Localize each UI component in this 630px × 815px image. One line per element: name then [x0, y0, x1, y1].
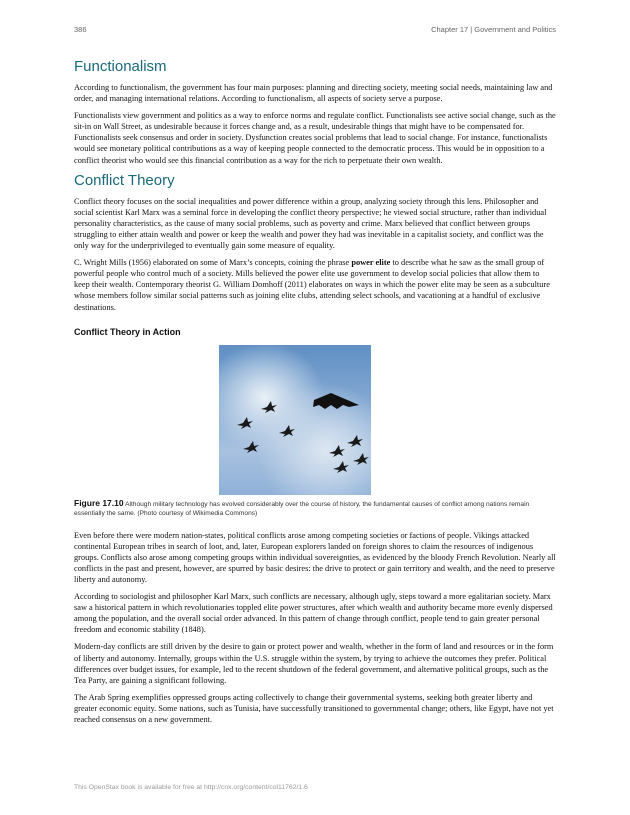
text-run: to describe what he saw as the small group of powerful people who control much of a society. Mills believed the power elite use government to develop social policies that allow them to keep their wealth. Contemporary theorist G. William Domhoff (2011) elaborates on ways in which the power elite may be seen as a subculture whose members follow similar social patterns such as joining elite clubs, attending select schools, and vacationing at a handful of exclusive destinations.	[74, 258, 550, 312]
subheading: Conflict Theory in Action	[74, 326, 181, 337]
section-title-functionalism: Functionalism	[74, 58, 167, 75]
paragraph-power-elite	[74, 257, 556, 312]
bomber-silhouette	[313, 393, 359, 409]
term-power-elite: power elite	[351, 258, 391, 268]
paragraph: According to sociologist and philosopher Karl Marx, such conflicts are necessary, although ugly, steps toward a more egalitarian society. Marx saw a historical pattern in which revolutionaries toppled elite power structures, after which wealth and authority became more evenly dispersed among the population, and the overall social order advanced. In this pattern of change through conflict, people tend to gain greater personal freedom and economic stability (1848).	[74, 592, 553, 635]
paragraph: Modern-day conflicts are still driven by the desire to gain or protect power and wealth, whether in the form of land and resources or in the form of liberty and autonomy. Internally, groups within the U.S. struggle within the system, by trying to achieve the outcomes they prefer. Political differences over budget issues, for example, led to the recent shutdown of the federal government, and alternative political groups, such as the Tea Party, are gaining a significant following.	[74, 642, 554, 685]
footer-link[interactable]: This OpenStax book is available for free at http://cnx.org/content/col11762/1.6	[74, 784, 308, 791]
military-aircraft-photo	[219, 345, 371, 495]
text-run: C. Wright Mills (1956) elaborated on some of Marx’s concepts, coining the phrase	[74, 258, 352, 268]
section-title-conflict-theory: Conflict Theory	[74, 171, 175, 189]
fighter-jets	[237, 401, 369, 473]
figure	[74, 345, 556, 518]
figure-caption-text: Although military technology has evolved considerably over the course of history, the fundamental causes of conflict among nations remain essentially the same. (Photo courtesy of Wikimedia Commons)	[74, 500, 530, 517]
main-content	[74, 58, 556, 731]
paragraph: Functionalists view government and politics as a way to enforce norms and regulate conflict. Functionalists see active social change, such as the sit-in on Wall Street, as undesirable because it forces change and, as a result, undesirable things that might have to be compensated for. Functionalists seek consensus and order in society. Dysfunction creates social problems that lead to social change. For instance, functionalists would see monetary political contributions as a way of keeping people connected to the democratic process. This would be in opposition to a conflict theorist who would see this financial contribution as a way for the rich to perpetuate their own wealth.	[74, 111, 556, 165]
paragraph: Even before there were modern nation-states, political conflicts arose among competing societies or factions of people. Vikings attacked continental European tribes in search of loot, and, later, European explorers landed on foreign shores to claim the resources of indigenous groups. Conflicts also arose among competing groups within individual sovereignties, as evidenced by the bloody French Revolution. Nearly all conflicts in the past and present, however, are spurred by basic desires: the drive to protect or gain territory and wealth, and the need to preserve liberty and autonomy.	[74, 530, 556, 584]
paragraph: According to functionalism, the government has four main purposes: planning and directing society, meeting social needs, maintaining law and order, and managing international relations. According to functionalism, all aspects of society serve a purpose.	[74, 83, 553, 104]
figure-caption	[74, 499, 556, 518]
page-number: 386	[74, 25, 87, 34]
paragraph: The Arab Spring exemplifies oppressed groups acting collectively to change their governmental systems, seeking both greater liberty and greater economic equity. Some nations, such as Tunisia, have successfully transitioned to governmental change; others, like Egypt, have not yet reached consensus on a new government.	[74, 692, 554, 724]
chapter-header: Chapter 17 | Government and Politics	[431, 25, 556, 34]
paragraph: Conflict theory focuses on the social inequalities and power difference within a group, analyzing society through this lens. Philosopher and social scientist Karl Marx was a seminal force in developing the conflict theory perspective; he viewed social structure, rather than individual personality characteristics, as the cause of many social problems, such as poverty and crime. Marx believed that conflict between groups struggling to either attain wealth and power or keep the wealth and power they had was inevitable in a capitalist society, and conflict was the only way for the underprivileged to eventually gain some measure of equality.	[74, 196, 547, 251]
figure-label: Figure 17.10	[74, 497, 124, 508]
aircraft-formation-illustration	[219, 345, 371, 495]
